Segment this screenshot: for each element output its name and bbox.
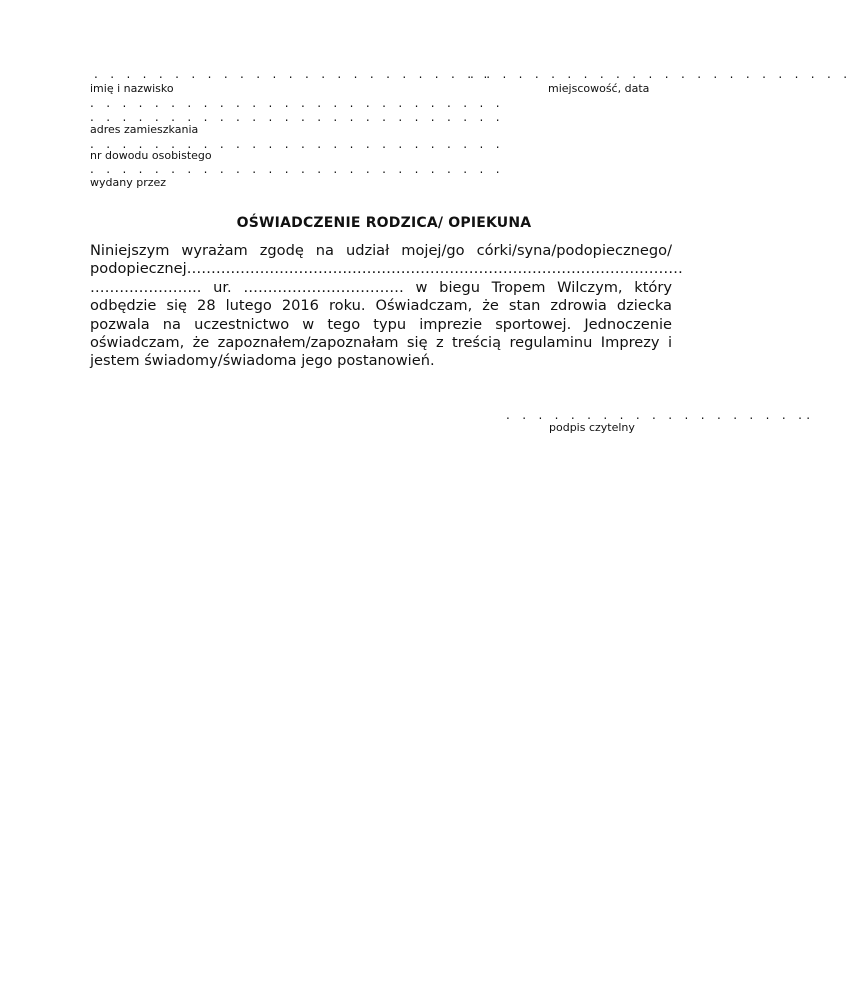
place-date-label: miejscowość, data: [548, 82, 650, 95]
declaration-paragraph: Niniejszym wyrażam zgodę na udział mojej/go córki/syna/podopiecznego/ podopiecznej………………………………………………………………………………………… ………………….. ur. …………………………… w biegu Tropem Wilczym, który odbędzie się 28 lutego 2016 roku. Oświadczam, że stan zdrowia dziecka pozwala na uczestnictwo w tego typu imprezie sportowej. Jednoczenie oświadczam, że zapoznałem/zapoznałam się z treścią regulaminu Imprezy i jestem świadomy/świadoma jego postanowień.: [90, 242, 683, 370]
address-dots-line-2: . . . . . . . . . . . . . . . . . . . . . . . . . .: [90, 110, 504, 124]
document-title: OŚWIADCZENIE RODZICA/ OPIEKUNA: [236, 215, 532, 231]
address-dots-line-1: . . . . . . . . . . . . . . . . . . . . . . . . . .: [90, 96, 504, 110]
id-number-label: nr dowodu osobistego: [90, 149, 212, 162]
signature-dots: . . . . . . . . . . . . . . . . . . ..: [506, 408, 815, 422]
declaration-body: [90, 242, 683, 371]
issued-by-label: wydany przez: [90, 176, 167, 189]
issued-by-dots: . . . . . . . . . . . . . . . . . . . . . . . . . .: [90, 162, 504, 176]
address-label: adres zamieszkania: [90, 123, 199, 136]
applicant-name-label: imię i nazwisko: [90, 82, 174, 95]
id-number-dots: . . . . . . . . . . . . . . . . . . . . . . . . . .: [90, 137, 504, 151]
place-date-dots: . . . . . . . . . . . . . . . . . . . . . . . .: [470, 67, 851, 81]
applicant-name-dots: . . . . . . . . . . . . . . . . . . . . . . . . .: [94, 67, 492, 81]
signature-label: podpis czytelny: [549, 421, 635, 434]
